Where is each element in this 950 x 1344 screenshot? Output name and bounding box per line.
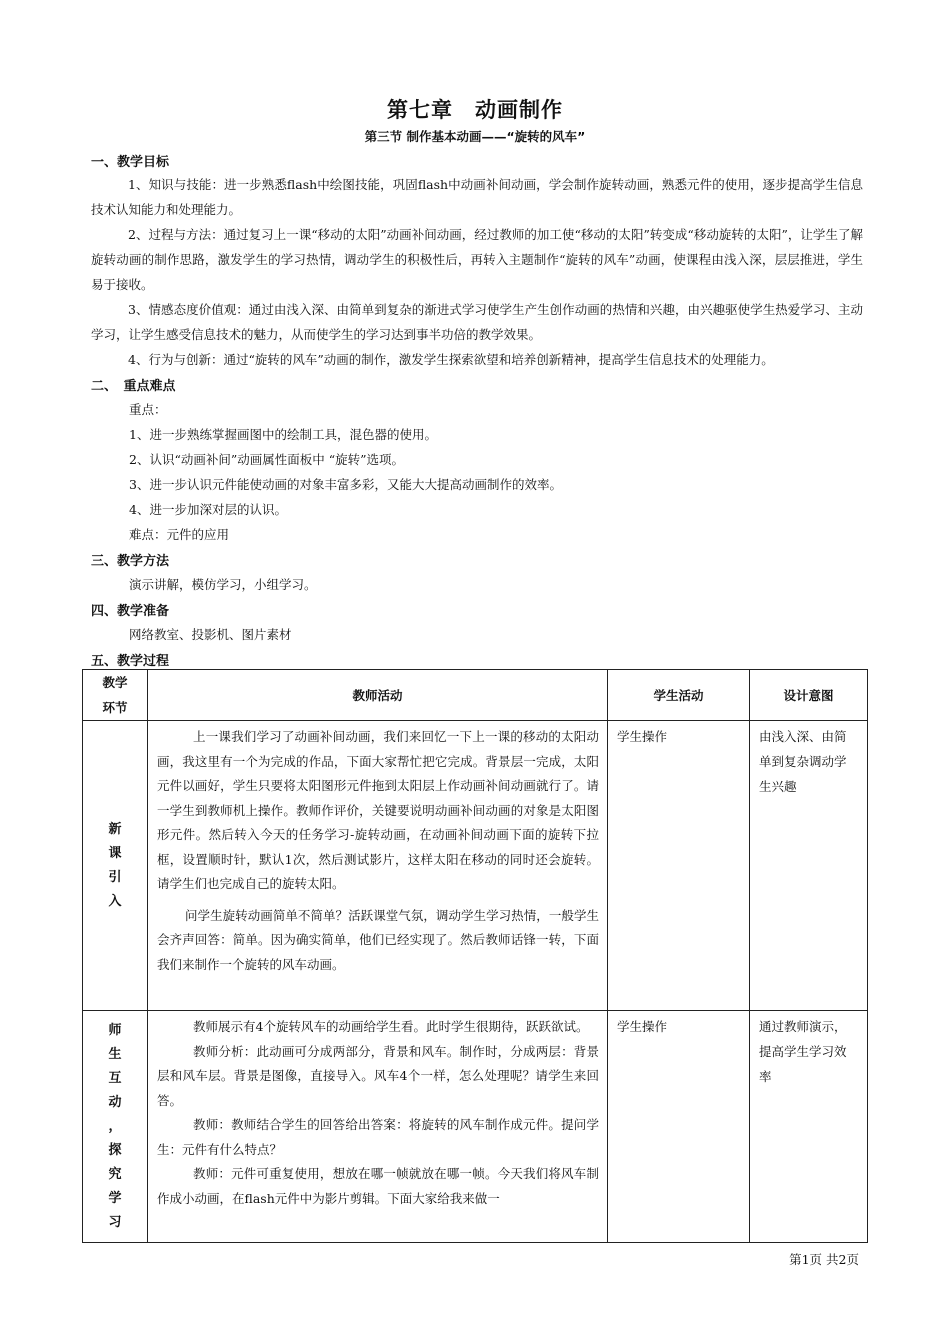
- teaching-process-table: [82, 669, 868, 1243]
- teacher-activity-cell: [148, 721, 608, 1011]
- stage-char: 探: [108, 1142, 122, 1158]
- teacher-activity-cell: [148, 1011, 608, 1243]
- heading-objectives: 一、教学目标: [91, 155, 170, 170]
- stage-char: 究: [108, 1166, 122, 1182]
- key-point-label: 重点：: [129, 402, 167, 417]
- teacher-activity-paragraph: 教师：教师结合学生的回答给出答案：将旋转的风车制作成元件。提问学生：元件有什么特点？: [157, 1117, 599, 1157]
- heading-preparation: 四、教学准备: [91, 604, 170, 619]
- page-number: 第1页 共2页: [789, 1252, 859, 1267]
- design-intent-cell: 通过教师演示，提高学生学习效率: [750, 1011, 868, 1243]
- key-point-4: 4、进一步加深对层的认识。: [129, 502, 287, 517]
- header-stage: [83, 670, 148, 721]
- table-header-row: [83, 670, 868, 721]
- stage-char: 生: [108, 1046, 122, 1062]
- header-stage-line2: 环节: [102, 700, 128, 715]
- chapter-title: 第七章 动画制作: [387, 98, 563, 122]
- stage-char: 入: [108, 893, 122, 909]
- stage-char: 引: [108, 869, 122, 885]
- student-activity-cell: 学生操作: [608, 1011, 750, 1243]
- stage-char: 习: [108, 1214, 122, 1230]
- stage-cell: [83, 721, 148, 1011]
- stage-char: 师: [108, 1022, 122, 1038]
- objective-2: 2、过程与方法：通过复习上一课“移动的太阳”动画补间动画，经过教师的加工使“移动的太阳”转变成“移动旋转的太阳”，让学生了解旋转动画的制作思路，激发学生的学习热情，调动学生的积极性后，再转入主题制作“旋转的风车”动画，使课程由浅入深，层层推进，学生易于接收。: [91, 227, 863, 292]
- stage-char: 互: [108, 1070, 122, 1086]
- key-point-1: 1、进一步熟练掌握画图中的绘制工具，混色器的使用。: [129, 427, 437, 442]
- section-subtitle: 第三节 制作基本动画——“旋转的风车”: [364, 129, 586, 144]
- stage-char: 新: [108, 821, 122, 837]
- preparation-text: 网络教室、投影机、图片素材: [129, 627, 292, 642]
- design-intent-cell: 由浅入深、由简单到复杂调动学生兴趣: [750, 721, 868, 1011]
- header-stage-line1: 教学: [102, 675, 128, 690]
- stage-char: ，: [108, 1118, 122, 1134]
- heading-key-points: 二、 重点难点: [91, 379, 176, 394]
- teacher-activity-paragraph: 教师：元件可重复使用，想放在哪一帧就放在哪一帧。今天我们将风车制作成小动画，在flash元件中为影片剪辑。下面大家给我来做一: [157, 1166, 599, 1206]
- table-row: [83, 721, 868, 1011]
- objective-4: 4、行为与创新：通过“旋转的风车”动画的制作，激发学生探索欲望和培养创新精神，提高学生信息技术的处理能力。: [128, 352, 774, 367]
- key-point-2: 2、认识“动画补间”动画属性面板中 “旋转”选项。: [129, 452, 404, 467]
- key-point-3: 3、进一步认识元件能使动画的对象丰富多彩，又能大大提高动画制作的效率。: [129, 477, 562, 492]
- student-activity-cell: 学生操作: [608, 721, 750, 1011]
- heading-methods: 三、教学方法: [91, 554, 170, 569]
- methods-text: 演示讲解，模仿学习，小组学习。: [129, 577, 317, 592]
- header-design: 设计意图: [750, 670, 868, 721]
- teacher-activity-paragraph: 上一课我们学习了动画补间动画，我们来回忆一下上一课的移动的太阳动画，我这里有一个为完成的作品，下面大家帮忙把它完成。背景层一完成，太阳元件以画好，学生只要将太阳图形元件拖到太阳层上作动画补间动画就行了。请一学生到教师机上操作。教师作评价，关键要说明动画补间动画的对象是太阳图形元件。然后转入今天的任务学习-旋转动画，在动画补间动画下面的旋转下拉框，设置顺时针，默认1次，然后测试影片，这样太阳在移动的同时还会旋转。请学生们也完成自己的旋转太阳。: [157, 729, 599, 891]
- teacher-activity-paragraph: 问学生旋转动画简单不简单？活跃课堂气氛，调动学生学习热情，一般学生会齐声回答：简单。因为确实简单，他们已经实现了。然后教师话锋一转，下面我们来制作一个旋转的风车动画。: [157, 907, 599, 972]
- stage-cell: [83, 1011, 148, 1243]
- header-teacher: 教师活动: [148, 670, 608, 721]
- heading-process: 五、教学过程: [91, 654, 170, 669]
- table-row: [83, 1011, 868, 1243]
- teacher-activity-paragraph: 教师展示有4个旋转风车的动画给学生看。此时学生很期待，跃跃欲试。: [193, 1019, 589, 1034]
- header-student: 学生活动: [608, 670, 750, 721]
- objective-1: 1、知识与技能：进一步熟悉flash中绘图技能，巩固flash中动画补间动画，学会制作旋转动画，熟悉元件的使用，逐步提高学生信息技术认知能力和处理能力。: [91, 177, 863, 217]
- teacher-activity-paragraph: 教师分析：此动画可分成两部分，背景和风车。制作时，分成两层：背景层和风车层。背景是图像，直接导入。风车4个一样，怎么处理呢？请学生来回答。: [157, 1043, 599, 1108]
- objective-3: 3、情感态度价值观：通过由浅入深、由简单到复杂的渐进式学习使学生产生创作动画的热情和兴趣，由兴趣驱使学生热爱学习、主动学习，让学生感受信息技术的魅力，从而使学生的学习达到事半功倍的教学效果。: [91, 302, 863, 342]
- stage-char: 课: [108, 845, 122, 861]
- stage-char: 动: [108, 1094, 122, 1110]
- difficulty: 难点：元件的应用: [129, 527, 230, 542]
- stage-char: 学: [108, 1190, 122, 1206]
